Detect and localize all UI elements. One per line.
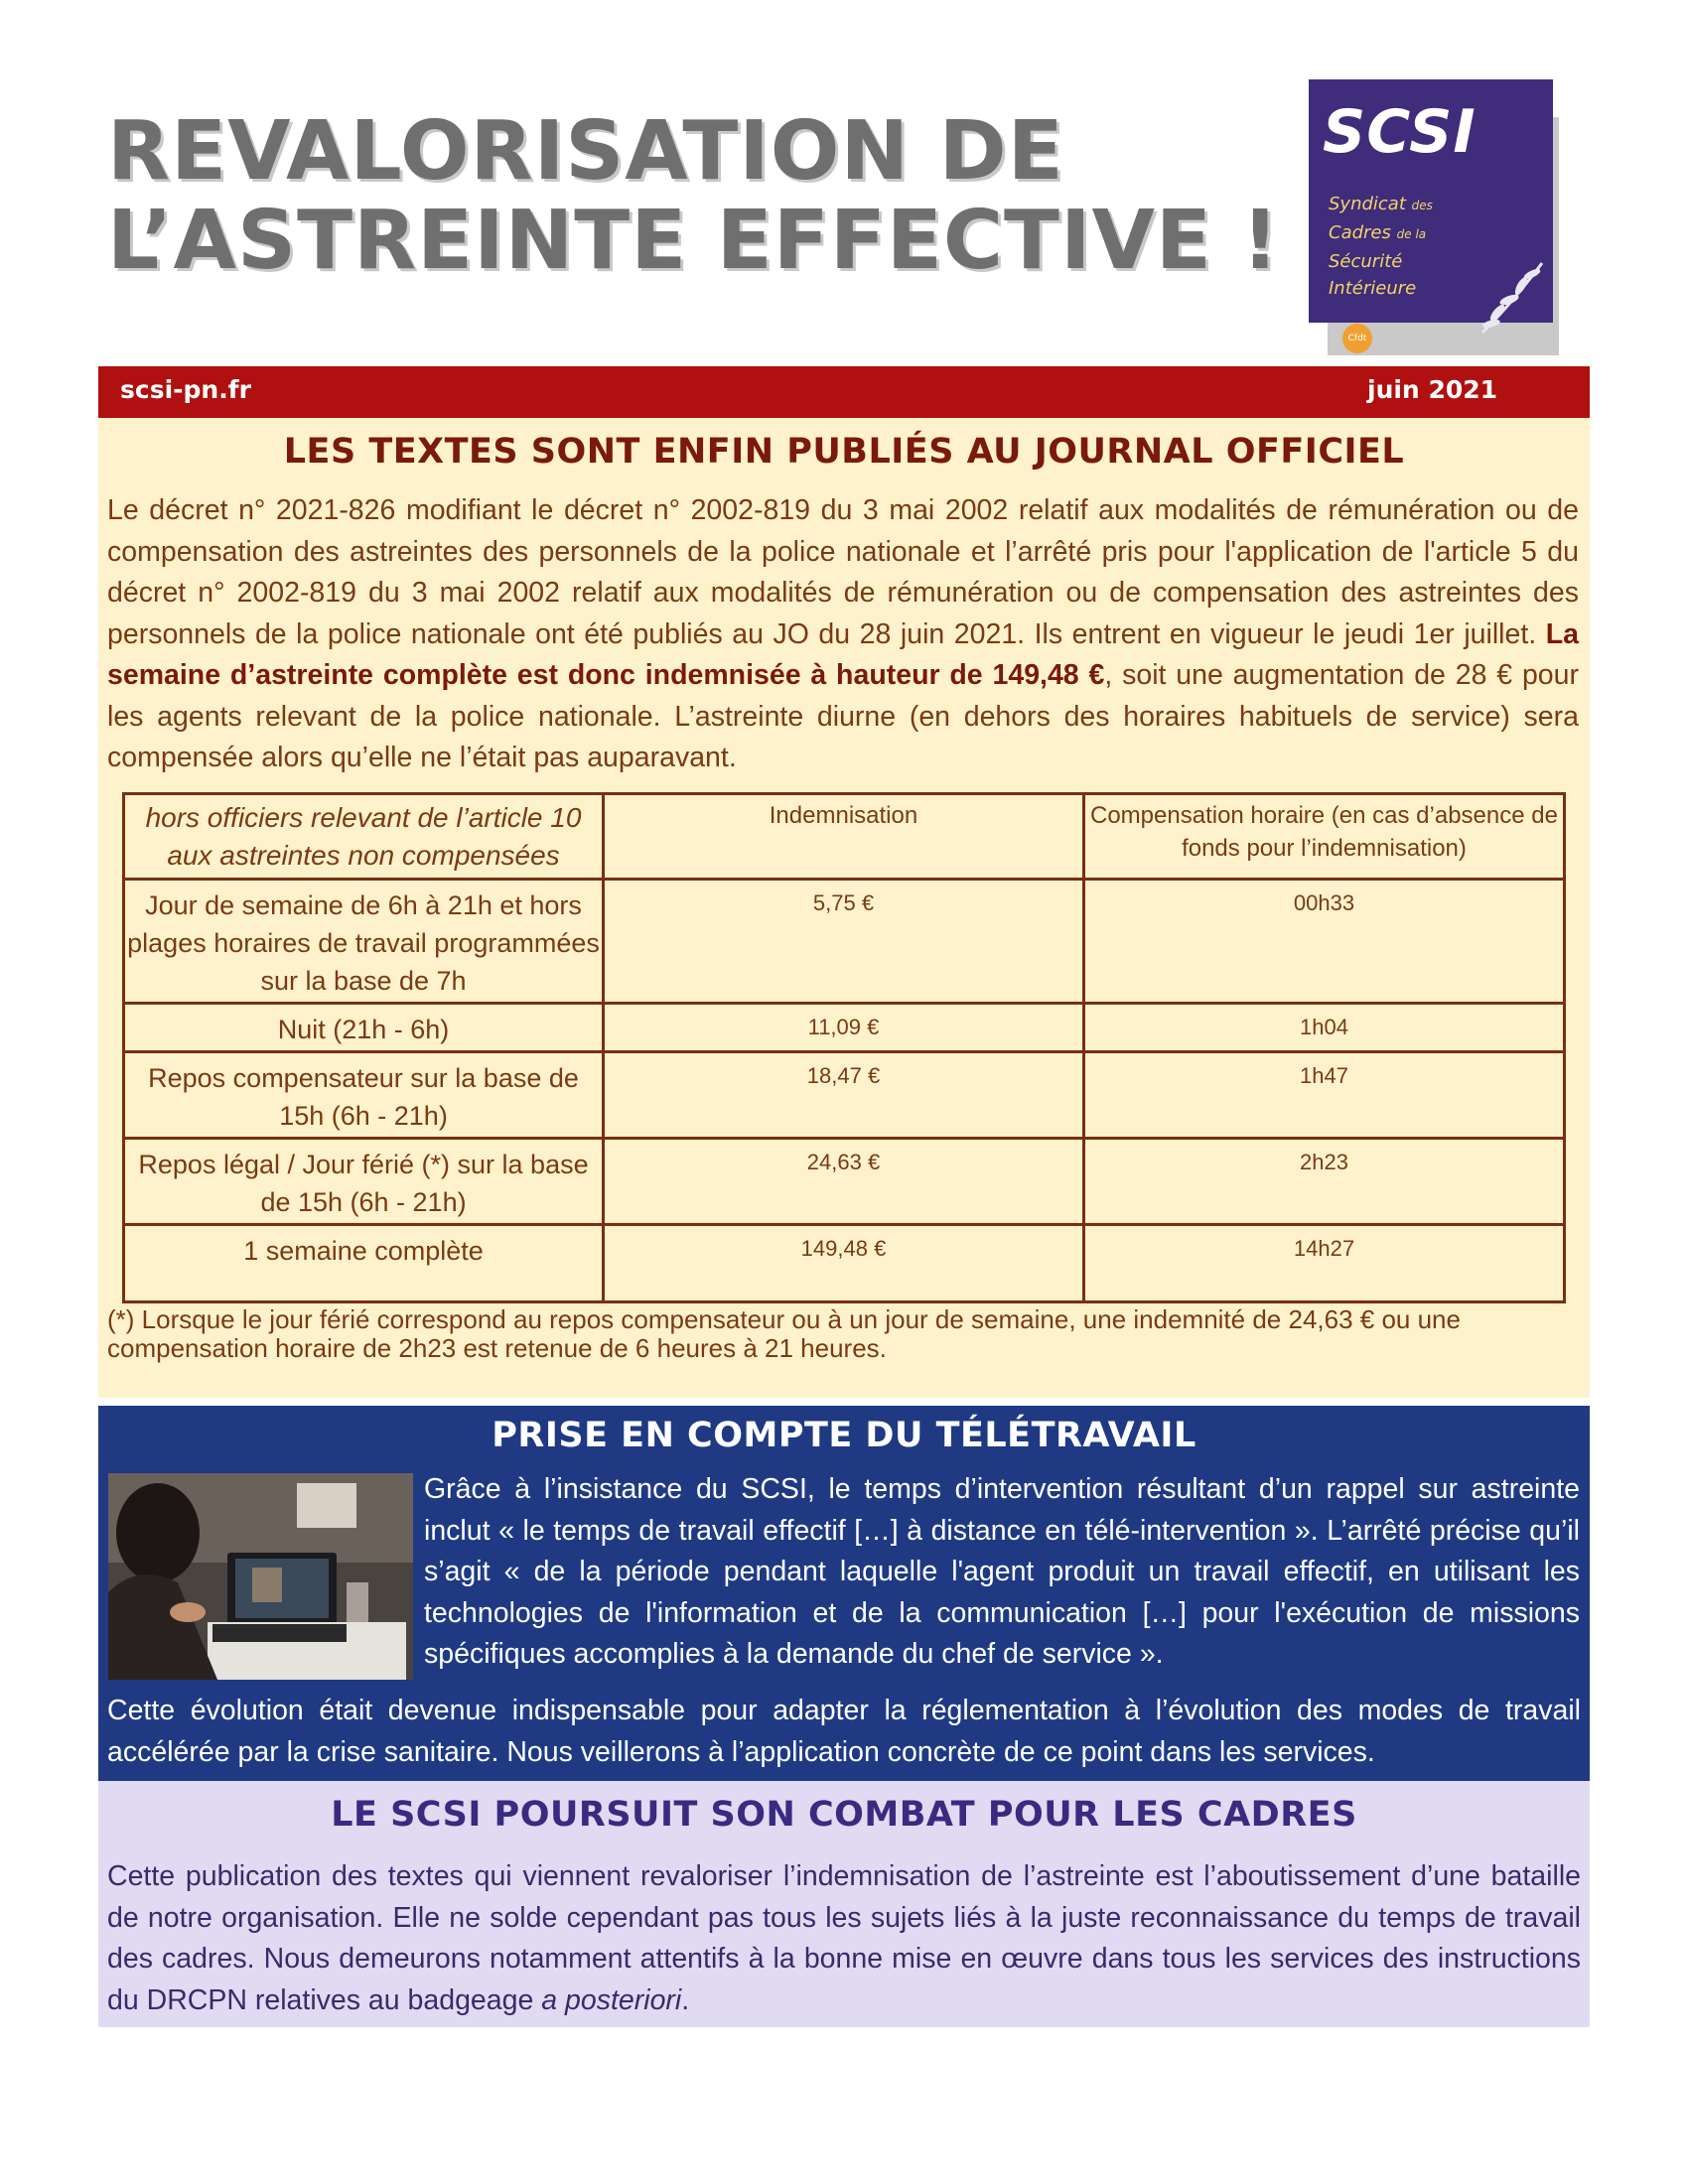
paragraph-text: Cette publication des textes qui viennent revaloriser l’indemnisation de l’astreinte est l’aboutissement d’une bataille de notre organisation. Elle ne solde cependant pas tous les sujets liés à la juste reconnaissance du temps de travail des cadres. Nous demeurons notamment attentifs à la bonne mise en œuvre dans tous les services des instructions du DRCPN relatives au badgeage	[107, 1860, 1581, 2016]
table-cell-label: Nuit (21h - 6h)	[124, 1004, 604, 1052]
logo-brand: SCSI	[1323, 97, 1477, 167]
astreinte-table	[122, 792, 1566, 1303]
logo-tag-small: de la	[1396, 227, 1427, 241]
table-header-cell: Indemnisation	[604, 794, 1084, 880]
table-header-row	[124, 794, 1565, 880]
section-heading: PRISE EN COMPTE DU TÉLÉTRAVAIL	[492, 1416, 1196, 1455]
table-cell-label: Repos compensateur sur la base de 15h (6h - 21h)	[124, 1052, 604, 1139]
paragraph-text: .	[681, 1983, 690, 2016]
section-paragraph	[107, 1856, 1581, 2021]
table-cell-indemnisation: 18,47 €	[604, 1052, 1084, 1139]
teleworker-photo	[108, 1473, 413, 1680]
table-cell-label: 1 semaine complète	[124, 1225, 604, 1302]
page-title	[107, 104, 1299, 288]
issue-date: juin 2021	[1367, 375, 1498, 404]
logo-tag-word: Syndicat	[1329, 194, 1406, 214]
table-header-cell: hors officiers relevant de l’article 10 aux astreintes non compensées	[124, 794, 604, 880]
section-paragraph: Cette évolution était devenue indispensable pour adapter la réglementation à l’évolution des modes de travail accélérée par la crise sanitaire. Nous veillerons à l’application concrète de ce point dans les services.	[107, 1695, 1581, 1768]
paragraph-bold-text: La semaine d’astreinte complète est donc indemnisée à hauteur de 149,48 €	[107, 617, 1579, 691]
section-paragraph	[107, 490, 1579, 779]
paragraph-text: Le décret n° 2021-826 modifiant le décret n° 2002-819 du 3 mai 2002 relatif aux modalités de rémunération ou de compensation des astreintes des personnels de la police nationale et l’arrêté pris pour l'application de l'article 5 du décret n° 2002-819 du 3 mai 2002 relatif aux modalités de rémunération ou de compensation des astreintes des personnels de la police nationale ont été publiés au JO du 28 juin 2021. Ils entrent en vigueur le jeudi 1er juillet.	[107, 494, 1579, 650]
cfdt-badge: Cfdt	[1342, 324, 1372, 353]
logo-tag-word: Intérieure	[1329, 278, 1417, 299]
table-cell-compensation: 1h04	[1083, 1004, 1564, 1052]
table-cell-indemnisation: 11,09 €	[604, 1004, 1084, 1052]
table-row	[124, 1004, 1565, 1052]
footnote: (*) Lorsque le jour férié correspond au repos compensateur ou à un jour de semaine, une indemnité de 24,63 € ou une compensation horaire de 2h23 est retenue de 6 heures à 21 heures.	[107, 1304, 1461, 1363]
table-header-cell: Compensation horaire (en cas d’absence de fonds pour l’indemnisation)	[1083, 794, 1564, 880]
logo-tag-word: Cadres	[1329, 222, 1391, 243]
section-combat-cadres	[98, 1781, 1590, 2027]
table-cell-label: Jour de semaine de 6h à 21h et hors plages horaires de travail programmées sur la base de 7h	[124, 880, 604, 1004]
paragraph-italic-text: a posteriori	[541, 1983, 682, 2016]
paragraph-text: , soit une augmentation de 28 € pour les agents relevant de la police nationale. L’astreinte diurne (en dehors des horaires habituels de service) sera compensée alors qu’elle ne l’était pas auparavant.	[107, 659, 1579, 773]
section-paragraph: Grâce à l’insistance du SCSI, le temps d’intervention résultant d’un rappel sur astreinte inclut « le temps de travail effectif […] à distance en télé-intervention ». L’arrêté précise qu’il s’agit « de la période pendant laquelle l'agent produit un travail effectif, en utilisant les technologies de l'information et de la communication […] pour l'exécution de missions spécifiques accomplies à la demande du chef de service ».	[424, 1473, 1580, 1670]
table-cell-label: Repos légal / Jour férié (*) sur la base de 15h (6h - 21h)	[124, 1139, 604, 1225]
table-row	[124, 1139, 1565, 1225]
logo-tag-word: Sécurité	[1329, 251, 1403, 272]
table-cell-compensation: 1h47	[1083, 1052, 1564, 1139]
table-cell-compensation: 00h33	[1083, 880, 1564, 1004]
header-bar	[98, 366, 1590, 418]
section-journal-officiel	[98, 418, 1590, 1398]
logo-tagline	[1329, 191, 1433, 302]
title-line-1: REVALORISATION DE	[107, 104, 1064, 199]
title-line-2: L’ASTREINTE EFFECTIVE !	[107, 194, 1280, 288]
table-cell-compensation: 2h23	[1083, 1139, 1564, 1225]
table-cell-indemnisation: 5,75 €	[604, 880, 1084, 1004]
site-link[interactable]: scsi-pn.fr	[120, 375, 251, 404]
table-row	[124, 1052, 1565, 1139]
section-teletravail	[98, 1406, 1590, 1781]
section-heading: LES TEXTES SONT ENFIN PUBLIÉS AU JOURNAL OFFICIEL	[283, 432, 1405, 472]
logo-tag-small: des	[1411, 199, 1433, 212]
olive-branch-icon	[1477, 258, 1547, 338]
table-cell-indemnisation: 149,48 €	[604, 1225, 1084, 1302]
table-row	[124, 880, 1565, 1004]
table-row	[124, 1225, 1565, 1302]
table-cell-compensation: 14h27	[1083, 1225, 1564, 1302]
table-cell-indemnisation: 24,63 €	[604, 1139, 1084, 1225]
scsi-logo	[1309, 79, 1553, 323]
section-heading: LE SCSI POURSUIT SON COMBAT POUR LES CADRES	[331, 1795, 1357, 1835]
